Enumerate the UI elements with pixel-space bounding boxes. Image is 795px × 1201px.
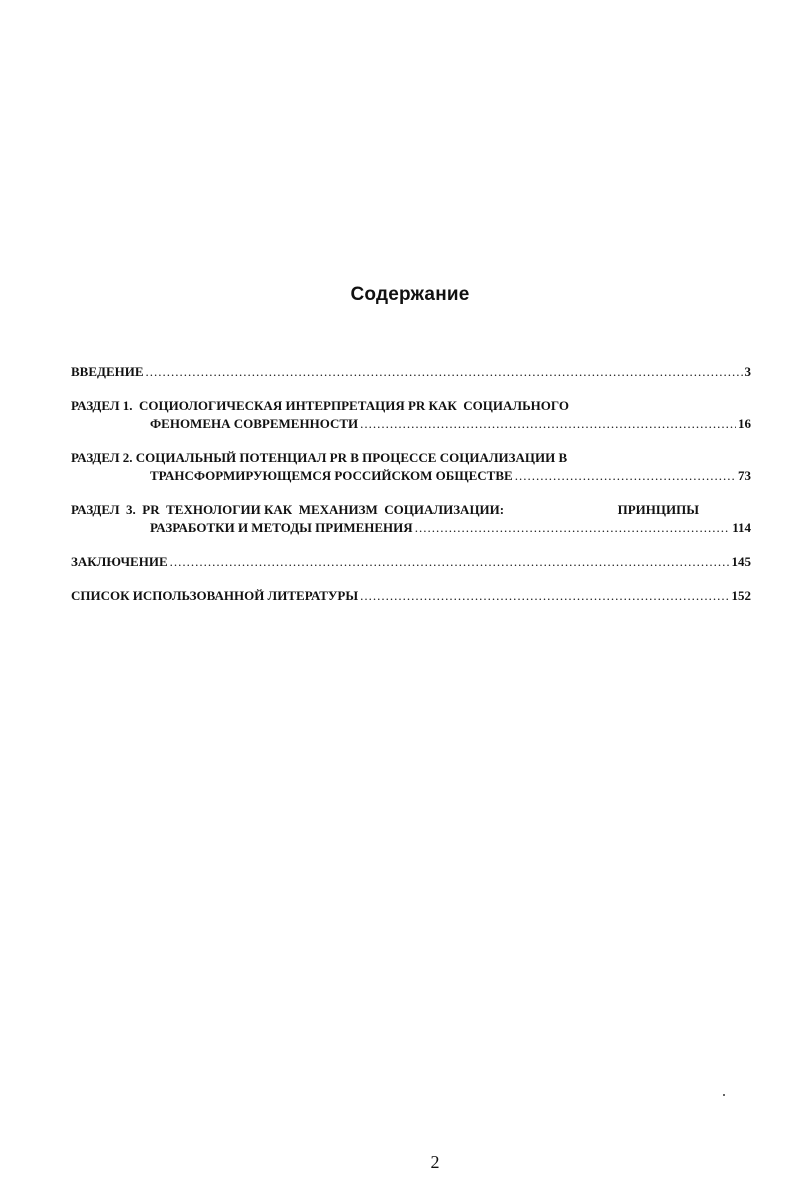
toc-entry-bibliography[interactable] bbox=[71, 587, 751, 605]
dot-leader bbox=[170, 553, 730, 571]
toc-entry-conclusion[interactable] bbox=[71, 553, 751, 571]
page-number: 2 bbox=[430, 1152, 440, 1172]
toc-entry-section-1[interactable] bbox=[71, 397, 751, 433]
toc-entry-label-line1: РАЗДЕЛ 1. СОЦИОЛОГИЧЕСКАЯ ИНТЕРПРЕТАЦИЯ PR КАК СОЦИАЛЬНОГО bbox=[71, 398, 569, 413]
dot-leader bbox=[360, 415, 736, 433]
toc-entry-page: 145 bbox=[731, 554, 751, 569]
toc-entry-section-3[interactable] bbox=[71, 501, 751, 537]
toc-entry-label: СПИСОК ИСПОЛЬЗОВАННОЙ ЛИТЕРАТУРЫ bbox=[71, 588, 359, 603]
toc-entry-label-line2: РАЗРАБОТКИ И МЕТОДЫ ПРИМЕНЕНИЯ bbox=[150, 520, 413, 535]
toc-entry-introduction[interactable] bbox=[71, 363, 751, 381]
scan-speck bbox=[723, 1094, 725, 1096]
table-of-contents bbox=[71, 363, 751, 621]
toc-entry-label-line1: РАЗДЕЛ 2. СОЦИАЛЬНЫЙ ПОТЕНЦИАЛ PR В ПРОЦЕССЕ СОЦИАЛИЗАЦИИ В bbox=[71, 450, 568, 465]
dot-leader bbox=[415, 519, 731, 537]
toc-entry-page: 16 bbox=[738, 416, 751, 431]
toc-entry-page: 73 bbox=[738, 468, 751, 483]
toc-entry-page: 3 bbox=[744, 364, 751, 379]
toc-entry-section-2[interactable] bbox=[71, 449, 751, 485]
toc-entry-label-line2: ТРАНСФОРМИРУЮЩЕМСЯ РОССИЙСКОМ ОБЩЕСТВЕ bbox=[150, 468, 513, 483]
toc-entry-label: ВВЕДЕНИЕ bbox=[71, 364, 144, 379]
dot-leader bbox=[515, 467, 736, 485]
dot-leader bbox=[146, 363, 743, 381]
dot-leader bbox=[360, 587, 729, 605]
toc-entry-label-line1-end: ПРИНЦИПЫ bbox=[617, 502, 699, 517]
toc-entry-page: 152 bbox=[731, 588, 751, 603]
toc-entry-label: ЗАКЛЮЧЕНИЕ bbox=[71, 554, 168, 569]
toc-entry-label-line1: РАЗДЕЛ 3. PR ТЕХНОЛОГИИ КАК МЕХАНИЗМ СОЦИАЛИЗАЦИИ: bbox=[71, 502, 505, 517]
toc-entry-page: 114 bbox=[732, 520, 751, 535]
toc-entry-label-line2: ФЕНОМЕНА СОВРЕМЕННОСТИ bbox=[150, 416, 359, 431]
page-title: Содержание bbox=[350, 284, 470, 305]
